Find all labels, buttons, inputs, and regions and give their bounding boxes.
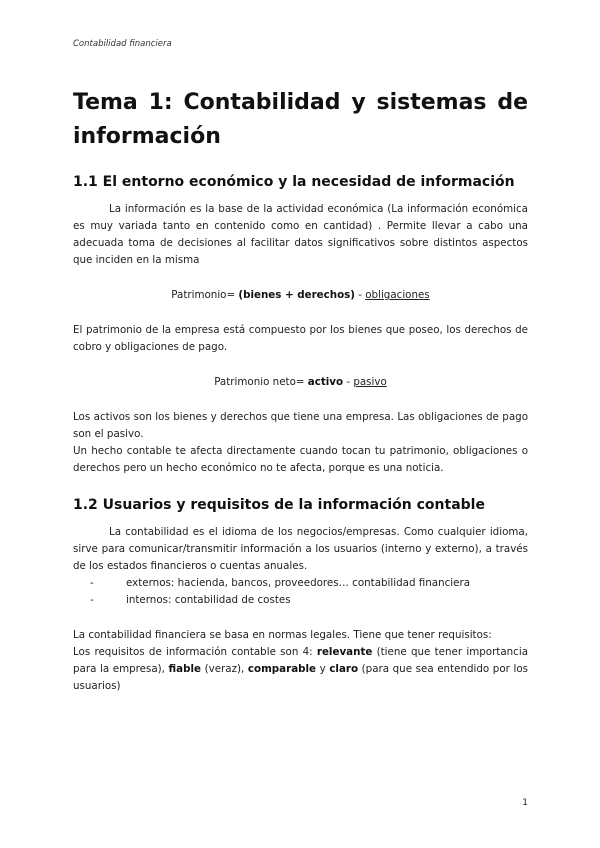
formula-patrimonio-bold: (bienes + derechos) [238,289,355,301]
req-comparable: comparable [247,663,317,675]
page-number: 1 [522,798,528,808]
document-title: Tema 1: Contabilidad y sistemas de información [73,90,528,149]
formula-patrimonio-underline: obligaciones [365,289,430,301]
formula-patrimonio-neto-bold: activo [307,376,344,388]
list-dash-marker: - [90,577,94,589]
list-item [90,575,528,592]
req-text-2: (tiene que tener importancia para la empresa), [73,646,529,675]
section-1-paragraph-1: La información es la base de la actividad económica (La información económica es muy variada tanto en contenido como en cantidad) . Permite llevar a cabo una adecuada toma de decisiones al facilitar datos significativos sobre distintos aspectos que inciden en la misma [73,203,528,266]
req-claro: claro [329,663,359,675]
formula-patrimonio-neto-sep: - [343,376,354,388]
section-1-paragraph-3: Los activos son los bienes y derechos que tiene una empresa. Las obligaciones de pago son el pasivo. [73,411,528,440]
list-item [90,592,528,609]
req-text-4: y [316,663,330,675]
formula-patrimonio-neto [73,374,528,391]
section-2-paragraph-2: La contabilidad financiera se basa en normas legales. Tiene que tener requisitos: [73,629,492,641]
running-header: Contabilidad financiera [73,39,172,49]
section-heading-1-1: 1.1 El entorno económico y la necesidad de información [73,174,515,190]
req-relevante: relevante [316,646,373,658]
req-text-5: (para que sea entendido por los usuarios) [73,663,528,692]
users-list [73,575,528,609]
req-text-3: (veraz), [201,663,248,675]
list-item-text: externos: hacienda, bancos, proveedores… contabilidad financiera [126,577,471,589]
formula-patrimonio-neto-lead: Patrimonio neto= [214,376,308,388]
formula-patrimonio [73,287,528,304]
section-1-paragraph-2: El patrimonio de la empresa está compuesto por los bienes que poseo, los derechos de cobro y obligaciones de pago. [73,324,528,353]
section-2-paragraph-3 [73,644,528,695]
formula-patrimonio-neto-underline: pasivo [353,376,387,388]
section-2-paragraph-1: La contabilidad es el idioma de los negocios/empresas. Como cualquier idioma, sirve para comunicar/transmitir información a los usuarios (interno y externo), a través de los estados financieros o cuentas anuales. [73,526,528,572]
req-text-1: Los requisitos de información contable son 4: [73,646,317,658]
section-1-paragraph-4: Un hecho contable te afecta directamente cuando tocan tu patrimonio, obligaciones o derechos pero un hecho económico no te afecta, porque es una noticia. [73,445,528,474]
formula-patrimonio-lead: Patrimonio= [171,289,239,301]
section-heading-1-2: 1.2 Usuarios y requisitos de la información contable [73,497,485,513]
req-fiable: fiable [168,663,202,675]
formula-patrimonio-sep: - [354,289,366,301]
list-item-text: internos: contabilidad de costes [126,594,291,606]
list-dash-marker: - [90,594,94,606]
